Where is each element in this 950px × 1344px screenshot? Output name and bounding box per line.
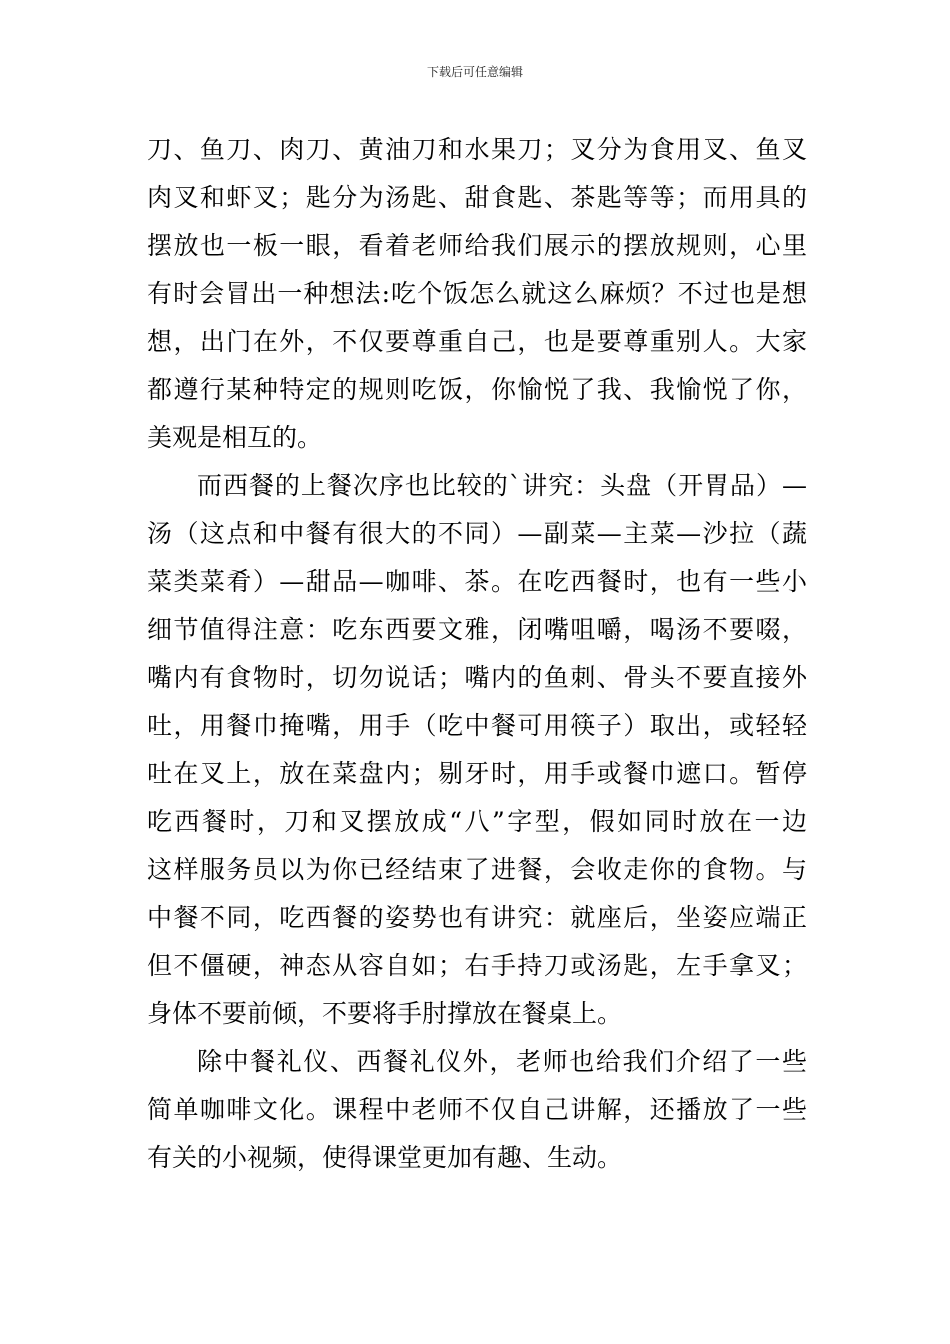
text-line: 刀、鱼刀、肉刀、黄油刀和水果刀；叉分为食用叉、鱼叉 (147, 135, 807, 164)
text-line: 这样服务员以为你已经结束了进餐，会收走你的食物。与 (147, 855, 807, 884)
text-line: 中餐不同，吃西餐的姿势也有讲究：就座后，坐姿应端正 (147, 903, 807, 932)
text-line: 嘴内有食物时，切勿说话；嘴内的鱼刺、骨头不要直接外 (147, 663, 807, 692)
text-line: 美观是相互的。 (147, 423, 323, 452)
text-line: 想，出门在外，不仅要尊重自己，也是要尊重别人。大家 (147, 327, 807, 356)
paragraph (147, 462, 807, 1038)
text-line: 吃西餐时，刀和叉摆放成“八”字型，假如同时放在一边 (147, 807, 807, 836)
text-line: 细节值得注意：吃东西要文雅，闭嘴咀嚼，喝汤不要啜， (147, 615, 807, 644)
text-line: 都遵行某种特定的规则吃饭，你愉悦了我、我愉悦了你， (147, 375, 807, 404)
text-line: 但不僵硬，神态从容自如；右手持刀或汤匙，左手拿叉； (147, 951, 807, 980)
text-line: 汤（这点和中餐有很大的不同）—副菜—主菜—沙拉（蔬 (147, 519, 807, 548)
text-line: 除中餐礼仪、西餐礼仪外，老师也给我们介绍了一些 (197, 1047, 807, 1076)
text-line: 身体不要前倾，不要将手肘撑放在餐桌上。 (147, 999, 623, 1028)
text-line: 吐在叉上，放在菜盘内；剔牙时，用手或餐巾遮口。暂停 (147, 759, 807, 788)
text-line: 简单咖啡文化。课程中老师不仅自己讲解，还播放了一些 (147, 1095, 807, 1124)
text-line: 吐，用餐巾掩嘴，用手（吃中餐可用筷子）取出，或轻轻 (147, 711, 807, 740)
text-line: 肉叉和虾叉；匙分为汤匙、甜食匙、茶匙等等；而用具的 (147, 183, 807, 212)
paragraph (147, 1038, 807, 1182)
text-line: 菜类菜肴）—甜品—咖啡、茶。在吃西餐时，也有一些小 (147, 567, 807, 596)
text-line: 摆放也一板一眼，看着老师给我们展示的摆放规则，心里 (147, 231, 807, 260)
text-line: 而西餐的上餐次序也比较的`讲究：头盘（开胃品）— (197, 471, 807, 500)
text-line: 有关的小视频，使得课堂更加有趣、生动。 (147, 1143, 623, 1172)
text-line: 有时会冒出一种想法:吃个饭怎么就这么麻烦？不过也是想 (147, 279, 807, 308)
document-body (147, 126, 807, 1182)
page-header: 下载后可任意编辑 (426, 65, 523, 79)
paragraph (147, 126, 807, 462)
